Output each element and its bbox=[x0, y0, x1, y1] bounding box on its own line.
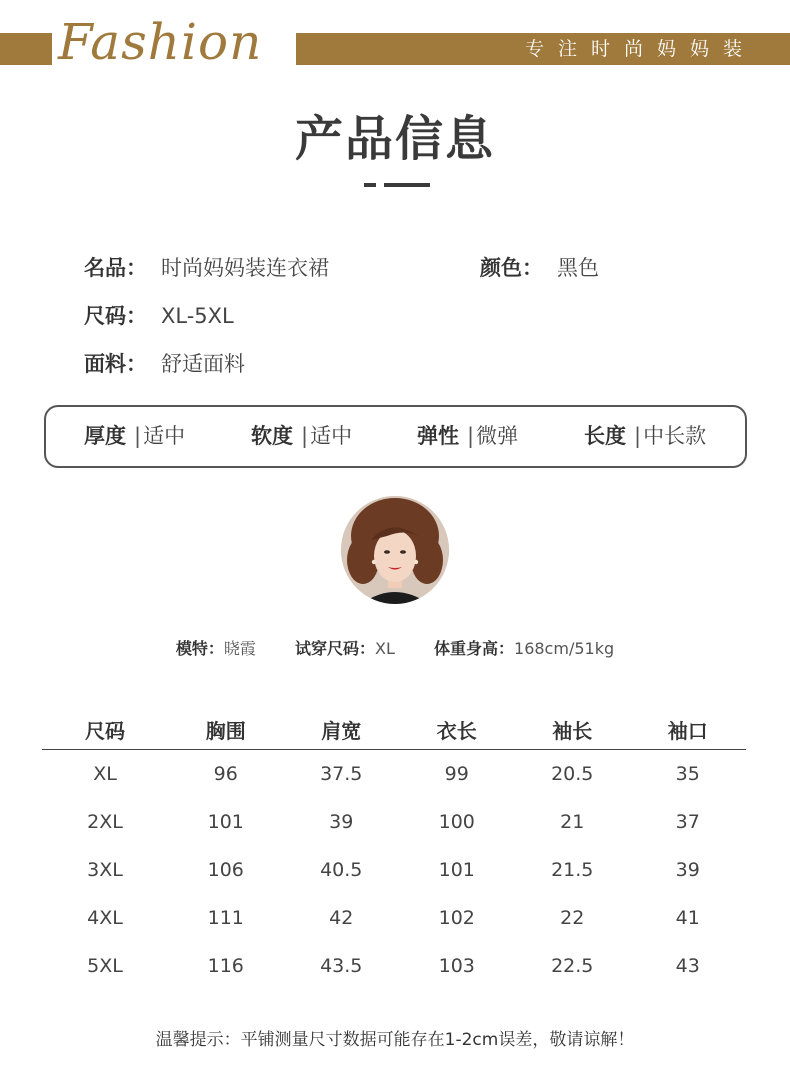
model-size-label: 试穿尺码： bbox=[295, 639, 376, 658]
table-cell: 96 bbox=[213, 763, 238, 785]
table-header-cell: 衣长 bbox=[436, 719, 477, 743]
table-cell: 106 bbox=[207, 859, 244, 881]
brand-logo-text: Fashion bbox=[58, 13, 263, 71]
info-color-value: 黑色 bbox=[557, 256, 599, 280]
table-cell: 101 bbox=[207, 811, 244, 833]
table-row bbox=[42, 846, 746, 894]
table-cell: 5XL bbox=[87, 955, 123, 977]
table-cell: 100 bbox=[438, 811, 475, 833]
measurement-note: 温馨提示：平铺测量尺寸数据可能存在1-2cm误差，敬请谅解！ bbox=[155, 1030, 635, 1050]
size-table bbox=[42, 712, 746, 990]
table-cell: 22 bbox=[560, 907, 585, 929]
table-header-cell: 尺码 bbox=[85, 719, 125, 743]
title-divider bbox=[364, 183, 430, 188]
model-name-value: 晓霞 bbox=[223, 639, 256, 658]
info-name-label: 名品： bbox=[84, 256, 147, 280]
table-cell: 101 bbox=[438, 859, 475, 881]
table-cell: 42 bbox=[329, 907, 354, 929]
table-cell: 99 bbox=[444, 763, 469, 785]
table-header-cell: 袖长 bbox=[552, 719, 593, 743]
table-cell: 39 bbox=[675, 859, 700, 881]
table-cell: 2XL bbox=[87, 811, 123, 833]
info-size-value: XL-5XL bbox=[161, 304, 234, 328]
table-row bbox=[42, 798, 746, 846]
model-name-label: 模特： bbox=[175, 639, 224, 658]
model-body-label: 体重身高： bbox=[434, 639, 515, 658]
table-cell: 102 bbox=[438, 907, 475, 929]
attr-label: 弹性 bbox=[417, 424, 459, 448]
table-cell: 41 bbox=[675, 907, 700, 929]
attr-elasticity: 弹性 |微弹 bbox=[417, 424, 519, 448]
table-cell: 20.5 bbox=[551, 763, 594, 785]
banner-slogan: 专注时尚妈妈装 bbox=[524, 38, 756, 60]
info-color-label: 颜色： bbox=[480, 256, 543, 280]
model-size-value: XL bbox=[375, 639, 395, 658]
table-cell: 40.5 bbox=[320, 859, 363, 881]
table-cell: 21.5 bbox=[551, 859, 594, 881]
model-body-value: 168cm/51kg bbox=[514, 639, 615, 658]
table-header-cell: 胸围 bbox=[205, 719, 246, 743]
table-cell: 116 bbox=[207, 955, 244, 977]
table-cell: 43 bbox=[675, 955, 700, 977]
table-cell: 21 bbox=[560, 811, 585, 833]
table-cell: 37 bbox=[675, 811, 700, 833]
attr-label: 长度 bbox=[584, 424, 626, 448]
table-row bbox=[42, 942, 746, 990]
info-fabric-value: 舒适面料 bbox=[161, 352, 245, 376]
attr-label: 软度 bbox=[251, 424, 293, 448]
attr-thickness: 厚度 |适中 bbox=[84, 424, 186, 448]
attr-value: 适中 bbox=[143, 424, 186, 448]
table-cell: 37.5 bbox=[320, 763, 363, 785]
table-cell: 22.5 bbox=[551, 955, 594, 977]
table-cell: 35 bbox=[675, 763, 700, 785]
table-cell: 111 bbox=[207, 907, 244, 929]
table-cell: 4XL bbox=[87, 907, 123, 929]
attribute-box bbox=[44, 405, 747, 468]
info-name-value: 时尚妈妈装连衣裙 bbox=[161, 256, 329, 280]
attr-value: 中长款 bbox=[643, 424, 707, 448]
info-fabric bbox=[84, 348, 245, 378]
header-banner bbox=[0, 0, 790, 80]
table-cell: 39 bbox=[329, 811, 354, 833]
model-info bbox=[0, 636, 790, 659]
attr-length: 长度 |中长款 bbox=[584, 424, 707, 448]
attr-softness: 软度 |适中 bbox=[251, 424, 353, 448]
table-header-cell: 肩宽 bbox=[321, 719, 362, 743]
model-avatar bbox=[341, 496, 449, 604]
table-header bbox=[42, 712, 746, 750]
attr-value: 适中 bbox=[310, 424, 353, 448]
table-cell: XL bbox=[93, 763, 117, 785]
info-fabric-label: 面料： bbox=[84, 352, 147, 376]
table-row bbox=[42, 750, 746, 798]
attr-value: 微弹 bbox=[476, 424, 519, 448]
table-row bbox=[42, 894, 746, 942]
table-header-cell: 袖口 bbox=[667, 719, 708, 743]
page-title: 产品信息 bbox=[294, 111, 495, 167]
info-name bbox=[84, 252, 329, 282]
banner-bar-left bbox=[0, 33, 52, 65]
table-cell: 103 bbox=[438, 955, 475, 977]
table-cell: 3XL bbox=[87, 859, 123, 881]
attr-label: 厚度 bbox=[84, 424, 126, 448]
info-size bbox=[84, 300, 234, 330]
info-color bbox=[480, 252, 599, 282]
table-cell: 43.5 bbox=[320, 955, 363, 977]
info-size-label: 尺码： bbox=[84, 304, 147, 328]
